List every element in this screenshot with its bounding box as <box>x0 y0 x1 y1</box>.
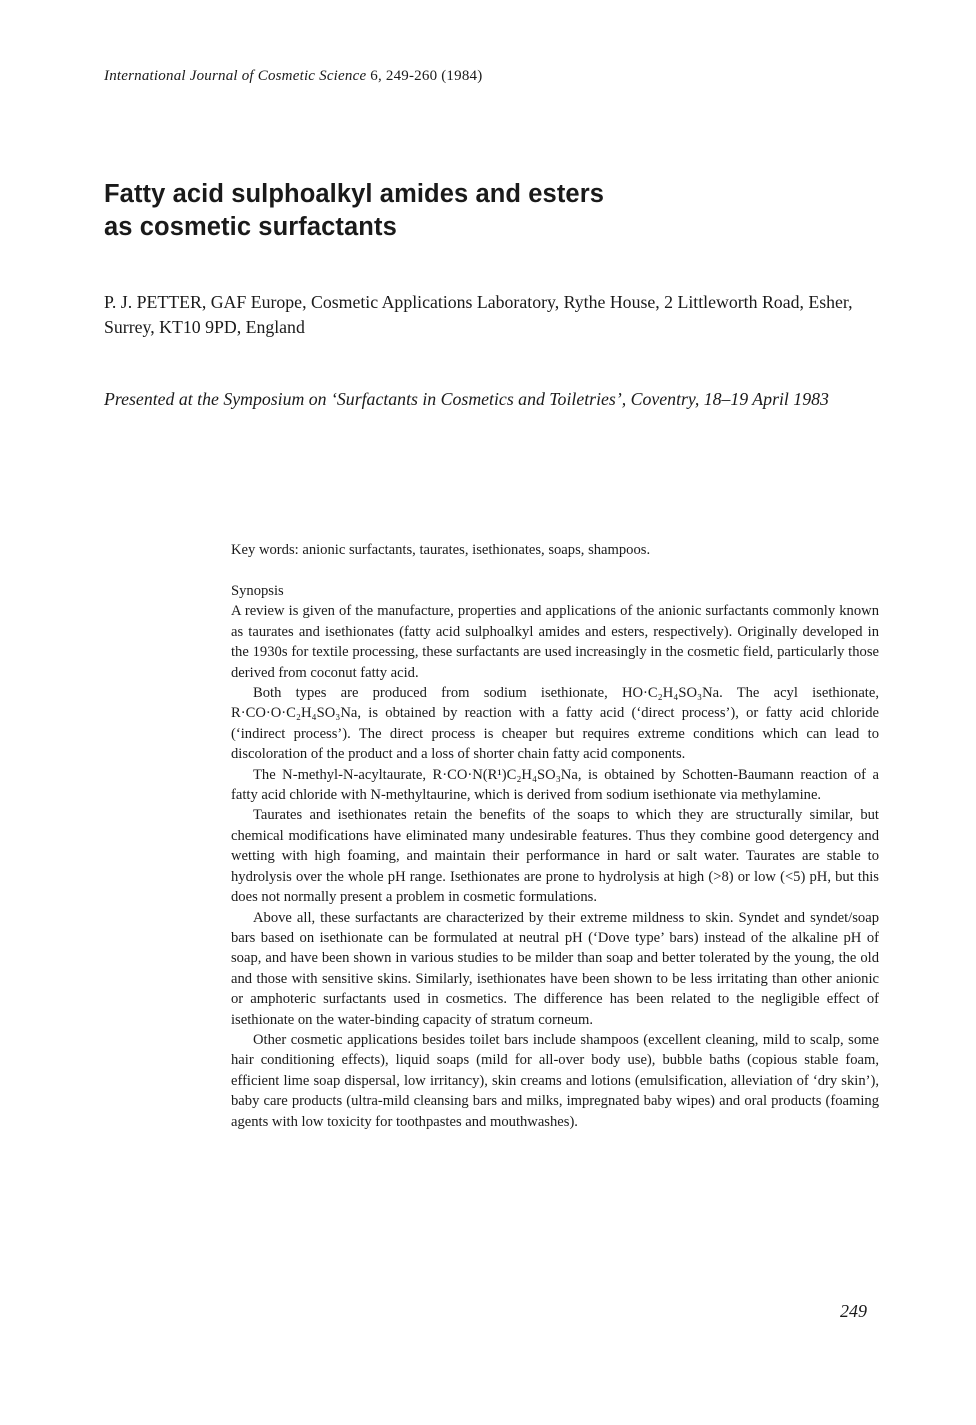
synopsis-paragraph: The N-methyl-N-acyltaurate, R·CO·N(R¹)C₂H₄SO₃Na, is obtained by Schotten-Baumann reaction of a fatty acid chloride with N-methyltaurine, which is derived from sodium isethionate via methylamine. <box>231 766 879 804</box>
journal-citation <box>104 68 482 85</box>
keywords-label: Key words: <box>231 542 299 558</box>
article-title <box>104 178 824 244</box>
journal-name: International Journal of Cosmetic Science <box>104 68 367 84</box>
author-affiliation: P. J. PETTER, GAF Europe, Cosmetic Applications Laboratory, Rythe House, 2 Littleworth Road, Esher, Surrey, KT10 9PD, England <box>104 292 853 337</box>
keywords <box>231 540 881 560</box>
synopsis-paragraph: A review is given of the manufacture, properties and applications of the anionic surfactants commonly known as taurates and isethionates (fatty acid sulphoalkyl amides and esters, respectively). Originally developed in the 1930s for textile processing, these surfactants are used increasingly in the cosmetic field, particularly those derived from coconut fatty acid. <box>231 603 879 681</box>
article-title-line-2: as cosmetic surfactants <box>104 213 397 241</box>
keywords-text: anionic surfactants, taurates, isethionates, soaps, shampoos. <box>298 542 651 558</box>
page-number: 249 <box>840 1301 867 1321</box>
synopsis-paragraph: Other cosmetic applications besides toilet bars include shampoos (excellent cleaning, mild to scalp, some hair conditioning effects), liquid soaps (mild for all-over body use), bubble baths (copious stable foam, efficient lime soap dispersal, low irritancy), skin creams and lotions (emulsification, alleviation of ‘dry skin’), baby care products (ultra-mild cleansing bars and milks, impregnated baby wipes) and oral products (foaming agents with low toxicity for toothpastes and mouthwashes). <box>231 1031 879 1130</box>
synopsis-paragraph: Taurates and isethionates retain the benefits of the soaps to which they are structurally similar, but chemical modifications have eliminated many undesirable features. Thus they combine good detergency and wetting with high foaming, and maintain their performance in hard or salt water. Taurates are stable to hydrolysis over the whole pH range. Isethionates are prone to hydrolysis at high (>8) or low (<5) pH, but this does not normally present a problem in cosmetic formulations. <box>231 807 879 906</box>
presentation-note: Presented at the Symposium on ‘Surfactants in Cosmetics and Toiletries’, Coventry, 18–19 April 1983 <box>104 389 829 409</box>
synopsis-heading: Synopsis <box>231 583 284 599</box>
article-title-line-1: Fatty acid sulphoalkyl amides and esters <box>104 180 605 208</box>
synopsis <box>231 581 879 1132</box>
volume-pages-year: 6, 249-260 (1984) <box>366 68 483 84</box>
synopsis-paragraph: Above all, these surfactants are characterized by their extreme mildness to skin. Syndet and syndet/soap bars based on isethionate can be formulated at neutral pH (‘Dove type’ bars) instead of the alkaline pH of soap, and have been shown in various studies to be milder than soap and better tolerated by the young, the old and those with sensitive skins. Similarly, isethionates have been shown to be less irritating than other anionic or amphoteric surfactants used in cosmetics. The difference has been related to the negligible effect of isethionate on the water-binding capacity of stratum corneum. <box>231 909 879 1028</box>
synopsis-paragraph: Both types are produced from sodium isethionate, HO·C₂H₄SO₃Na. The acyl isethionate, R·CO·O·C₂H₄SO₃Na, is obtained by reaction with a fatty acid (‘direct process’), or fatty acid chloride (‘indirect process’). The direct process is cheaper but requires extreme conditions which can lead to discoloration of the product and a loss of shorter chain fatty acid components. <box>231 685 879 763</box>
